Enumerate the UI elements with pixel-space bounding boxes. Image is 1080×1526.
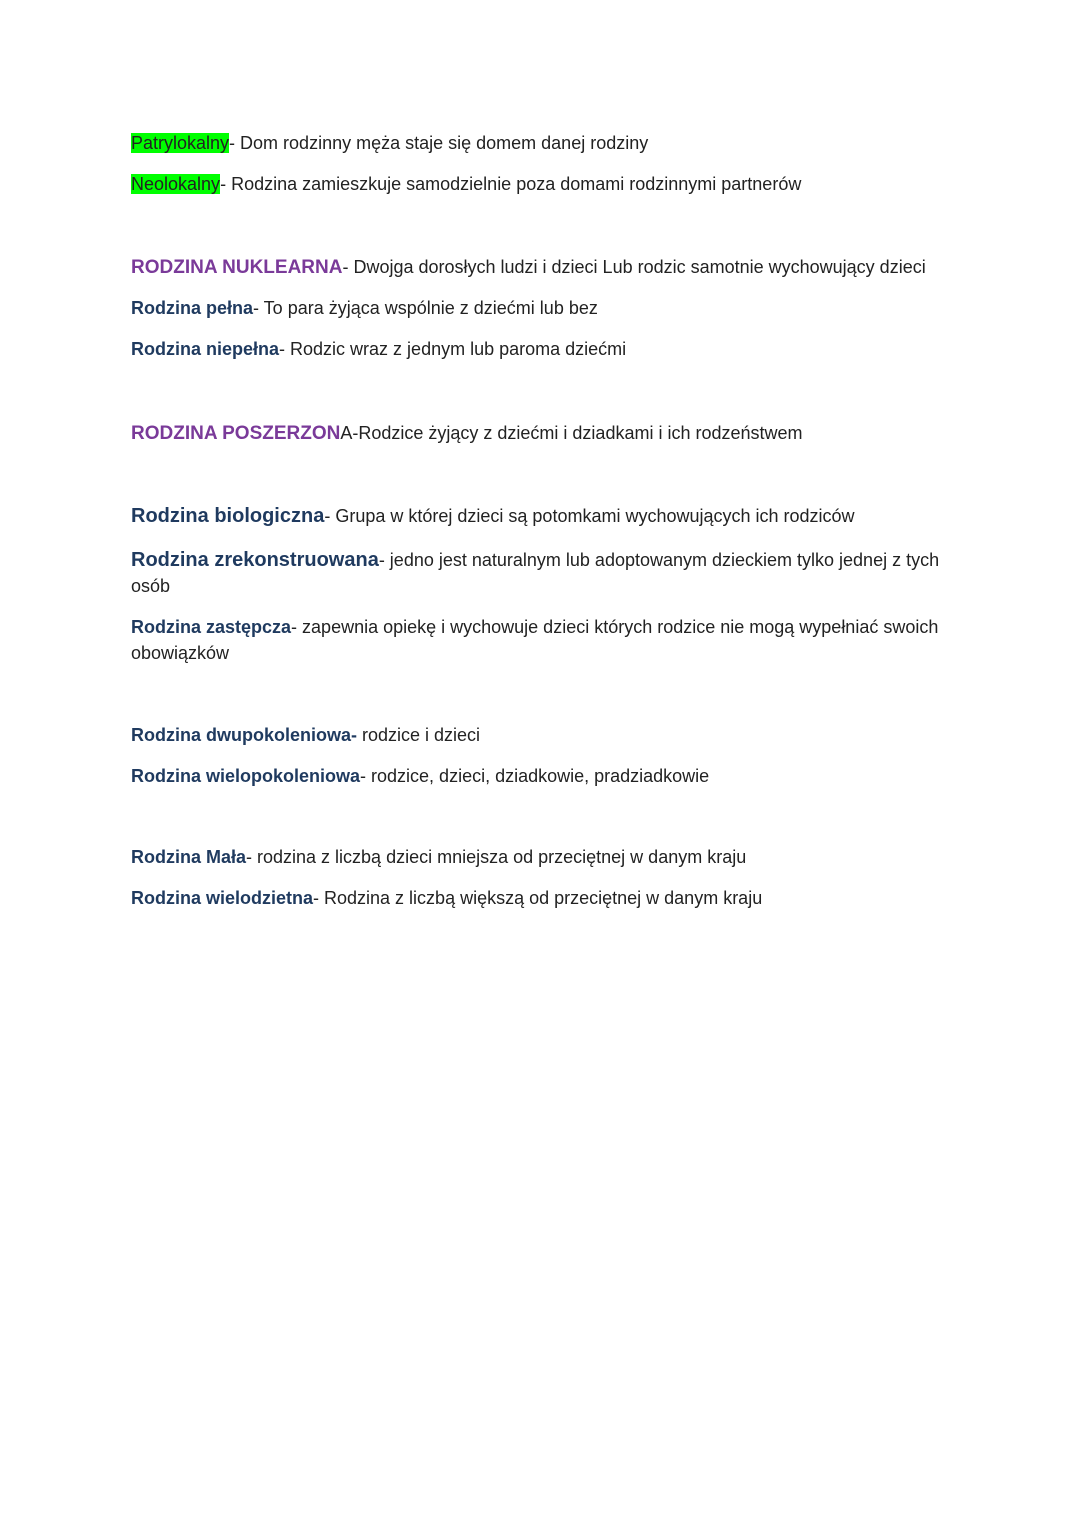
term-heading: RODZINA NUKLEARNA (131, 257, 343, 278)
definition-text: - Grupa w której dzieci są potomkami wychowujących ich rodziców (324, 506, 855, 526)
definition-neolokalny (131, 171, 961, 197)
definition-text: - To para żyjąca wspólnie z dziećmi lub bez (253, 298, 598, 318)
term-heading: Rodzina pełna (131, 298, 254, 318)
definition-text: A-Rodzice żyjący z dziećmi i dziadkami i ich rodzeństwem (340, 423, 803, 443)
definition-rodzina-niepelna (131, 336, 961, 362)
definition-rodzina-wielopokoleniowa (131, 763, 961, 789)
term-heading: Rodzina biologiczna (131, 505, 325, 527)
definition-text: rodzice i dzieci (357, 725, 481, 745)
definition-rodzina-zastepcza (131, 614, 961, 666)
term-separator: - (220, 174, 227, 194)
definition-rodzina-nuklearna (131, 254, 961, 281)
definition-text: - jedno jest naturalnym lub adoptowanym dzieckiem tylko jednej z tych osób (131, 550, 940, 596)
definition-rodzina-pelna (131, 295, 961, 321)
definition-rodzina-wielodzietna (131, 885, 961, 911)
definition-patrylokalny (131, 130, 961, 156)
term-heading: Rodzina wielodzietna (131, 888, 314, 908)
term-heading: Rodzina wielopokoleniowa (131, 766, 361, 786)
definition-rodzina-biologiczna (131, 503, 961, 529)
term-separator: - (229, 133, 236, 153)
term-heading: Rodzina dwupokoleniowa- (131, 725, 357, 745)
definition-rodzina-dwupokoleniowa (131, 722, 961, 748)
term-heading: Rodzina Mała (131, 847, 247, 867)
definition-text: Dom rodzinny męża staje się domem danej rodziny (235, 133, 649, 153)
highlighted-term: Patrylokalny (131, 133, 230, 153)
definition-text: - rodzina z liczbą dzieci mniejsza od przeciętnej w danym kraju (246, 847, 747, 867)
term-heading: Rodzina niepełna (131, 339, 280, 359)
definition-rodzina-zrekonstruowana (131, 547, 961, 599)
definition-text: - zapewnia opiekę i wychowuje dzieci których rodzice nie mogą wypełniać swoich obowiązków (131, 617, 939, 663)
term-heading: RODZINA POSZERZON (131, 423, 341, 444)
definition-text: - Dwojga dorosłych ludzi i dzieci Lub rodzic samotnie wychowujący dzieci (342, 257, 926, 277)
term-heading: Rodzina zastępcza (131, 617, 292, 637)
term-heading: Rodzina zrekonstruowana (131, 549, 379, 571)
highlighted-term: Neolokalny (131, 174, 221, 194)
definition-rodzina-mala (131, 844, 961, 870)
definition-text: - Rodzic wraz z jednym lub paroma dziećmi (279, 339, 627, 359)
definition-text: Rodzina zamieszkuje samodzielnie poza domami rodzinnymi partnerów (226, 174, 802, 194)
definition-text: - Rodzina z liczbą większą od przeciętnej w danym kraju (313, 888, 763, 908)
definition-text: - rodzice, dzieci, dziadkowie, pradziadkowie (360, 766, 710, 786)
definition-rodzina-poszerzona (131, 420, 961, 447)
